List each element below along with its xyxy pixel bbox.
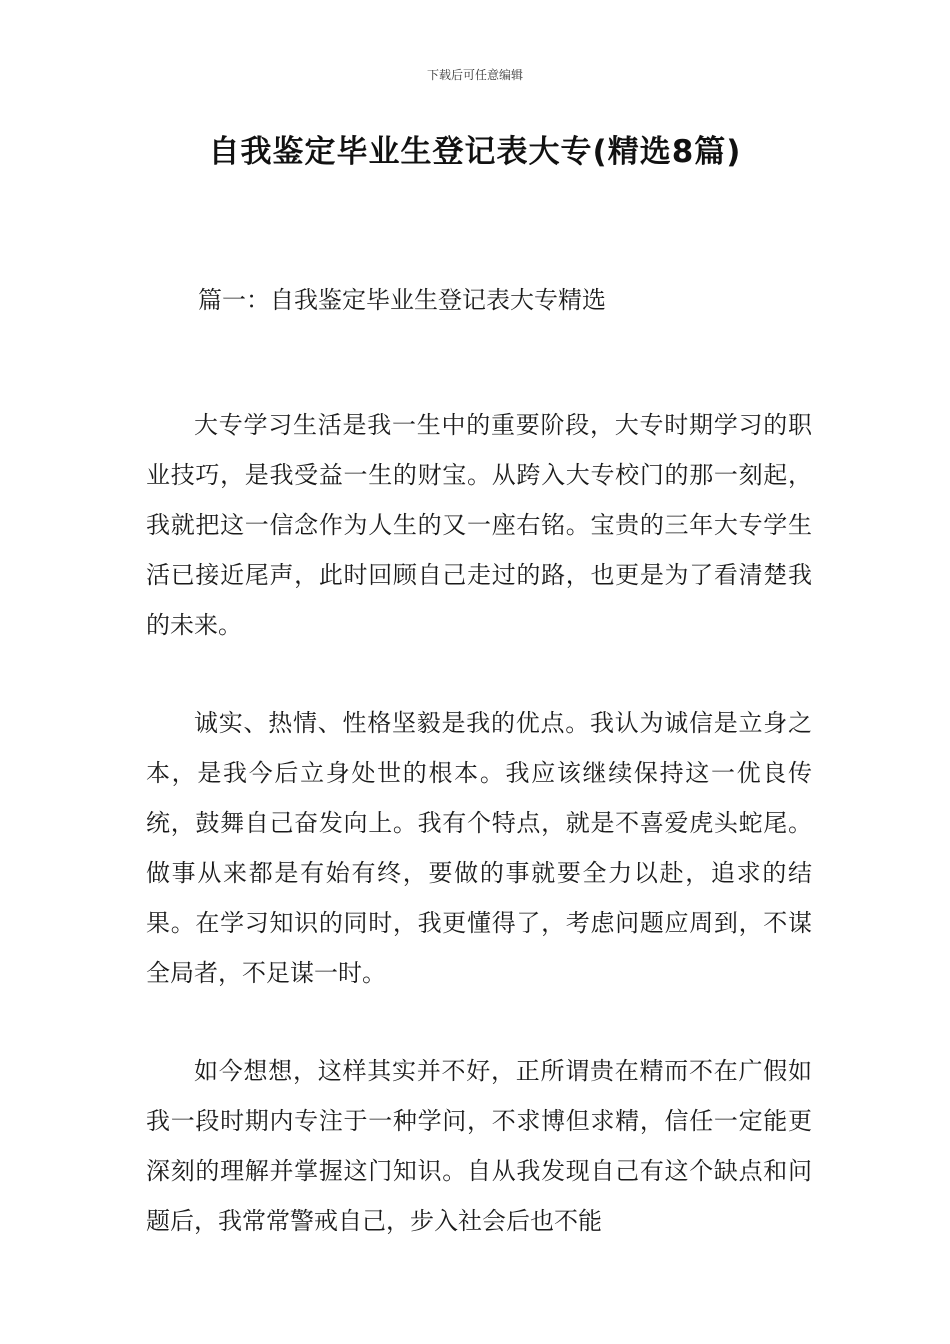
document-title: 自我鉴定毕业生登记表大专(精选8篇) <box>208 134 742 170</box>
paragraph-1: 大专学习生活是我一生中的重要阶段，大专时期学习的职业技巧，是我受益一生的财宝。从跨入大专校门的那一刻起，我就把这一信念作为人生的又一座右铭。宝贵的三年大专学生活已接近尾声，此时回顾自己走过的路，也更是为了看清楚我的未来。 <box>146 411 812 639</box>
paragraph-2: 诚实、热情、性格坚毅是我的优点。我认为诚信是立身之本，是我今后立身处世的根本。我应该继续保持这一优良传统，鼓舞自己奋发向上。我有个特点，就是不喜爱虎头蛇尾。做事从来都是有始有终，要做的事就要全力以赴，追求的结果。在学习知识的同时，我更懂得了，考虑问题应周到，不谋全局者，不足谋一时。 <box>146 709 812 987</box>
section-heading: 篇一：自我鉴定毕业生登记表大专精选 <box>198 286 606 314</box>
header-note: 下载后可任意编辑 <box>426 68 523 82</box>
paragraph-3: 如今想想，这样其实并不好，正所谓贵在精而不在广假如我一段时期内专注于一种学问，不求博但求精，信任一定能更深刻的理解并掌握这门知识。自从我发现自己有这个缺点和问题后，我常常警戒自己，步入社会后也不能 <box>146 1057 812 1235</box>
